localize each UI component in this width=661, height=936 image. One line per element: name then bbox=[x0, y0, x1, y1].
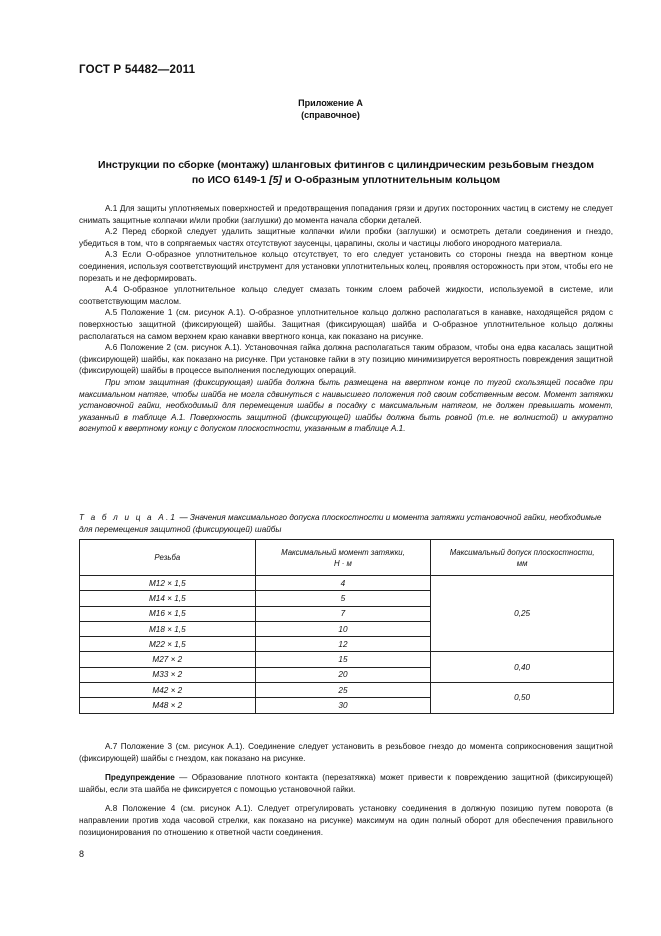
cell-torque: 4 bbox=[255, 576, 431, 591]
paragraph-warning bbox=[79, 772, 613, 795]
cell-tolerance: 0,50 bbox=[431, 683, 614, 714]
header-tolerance-line2: мм bbox=[516, 558, 528, 568]
table-row bbox=[80, 652, 614, 667]
warning-label: Предупреждение bbox=[105, 773, 175, 783]
paragraph-a7: А.7 Положение 3 (см. рисунок А.1). Соединение следует установить в резьбовое гнездо до момента соприкосновения защитной (фиксирующей) шайбы с гнездом, как показано на рисунке. bbox=[79, 742, 613, 763]
cell-torque: 10 bbox=[255, 621, 431, 636]
header-thread: Резьба bbox=[80, 540, 256, 576]
cell-thread: М27 × 2 bbox=[80, 652, 256, 667]
header-torque-line2: Н · м bbox=[334, 558, 352, 568]
cell-torque: 12 bbox=[255, 637, 431, 652]
table-caption-text: — Значения максимального допуска плоскостности и момента затяжки установочной гайки, необходимые для перемещения защитной (фиксирующей) шайбы bbox=[79, 513, 602, 534]
paragraph-a2: А.2 Перед сборкой следует удалить защитные колпачки и/или пробки (заглушки) и осмотреть детали соединения и гнездо, убедиться в том, что в сопрягаемых частях отсутствуют заусенцы, царапины, сколы и частицы любого инородного материала. bbox=[79, 227, 613, 248]
table-caption bbox=[79, 512, 613, 535]
page-number: 8 bbox=[79, 849, 85, 859]
cell-torque: 25 bbox=[255, 683, 431, 698]
appendix-title bbox=[79, 158, 613, 188]
appendix-type: (справочное) bbox=[301, 110, 360, 120]
instructions-block-1 bbox=[79, 203, 613, 435]
paragraph-a4: А.4 О-образное уплотнительное кольцо следует смазать тонким слоем рабочей жидкости, используемой в системе, или соответствующим маслом. bbox=[79, 285, 613, 306]
paragraph-italic-note: При этом защитная (фиксирующая) шайба должна быть размещена на ввертном конце по тугой скользящей посадке при максимальном натяге, чтобы шайба не могла сдвинуться с наивысшего положения под своим собственным весом. Момент затяжки установочной гайки, необходимый для перемещения шайбы в посадку с максимальным натягом, не должен превышать момент, указанный в таблице А.1. Поверхность защитной (фиксирующей) шайбы должна быть ровной (т.е. не волнистой) и аккуратно вогнутой к ввертному концу с допуском плоскостности, указанным в таблице А.1. bbox=[79, 377, 613, 434]
title-line-2-post: и О-образным уплотнительным кольцом bbox=[281, 174, 501, 186]
appendix-label: Приложение А bbox=[298, 98, 363, 108]
header-tolerance-line1: Максимальный допуск плоскостности, bbox=[449, 547, 595, 557]
torque-tolerance-table bbox=[79, 539, 614, 714]
cell-thread: М12 × 1,5 bbox=[80, 576, 256, 591]
header-torque bbox=[255, 540, 431, 576]
cell-thread: М42 × 2 bbox=[80, 683, 256, 698]
warning-text: — Образование плотного контакта (перезатяжка) может привести к повреждению защитной (фиксирующей) шайбы, если эта шайба не фиксируется с помощью установочной гайки. bbox=[79, 773, 613, 794]
instructions-block-2 bbox=[79, 741, 613, 846]
header-torque-line1: Максимальный момент затяжки, bbox=[281, 547, 405, 557]
paragraph-a1: А.1 Для защиты уплотняемых поверхностей и предотвращения попадания грязи и других посторонних частиц в систему не следует снимать защитные колпачки и/или пробки (заглушки) до момента начала сборки деталей. bbox=[79, 204, 613, 225]
cell-thread: М22 × 1,5 bbox=[80, 637, 256, 652]
cell-thread: М48 × 2 bbox=[80, 698, 256, 713]
table-row bbox=[80, 683, 614, 698]
cell-torque: 15 bbox=[255, 652, 431, 667]
paragraph-a6: А.6 Положение 2 (см. рисунок А.1). Установочная гайка должна располагаться таким образом, чтобы она едва касалась защитной (фиксирующей) шайбы, как показано на рисунке. При установке гайки в эту позицию минимизируется вероятность повреждения защитной (фиксирующей) шайбы в процессе выполнения последующих операций. bbox=[79, 343, 613, 376]
paragraph-a8: А.8 Положение 4 (см. рисунок А.1). Следует отрегулировать установку соединения в должную позицию путем поворота (в направлении против хода часовой стрелки, как показано на рисунке) максимум на один полный оборот для обеспечения правильного позиционирования по отношению к ответной части соединения. bbox=[79, 804, 613, 837]
cell-thread: М16 × 1,5 bbox=[80, 606, 256, 621]
cell-thread: М33 × 2 bbox=[80, 667, 256, 682]
paragraph-a5: А.5 Положение 1 (см. рисунок А.1). О-образное уплотнительное кольцо должно располагаться в канавке, находящейся рядом с поверхностью защитной (фиксирующей) шайбы. Защитная (фиксирующая) шайба и О-образное уплотнительное кольцо должны располагаться на самом верхнем краю канавки ввертного конца, как показано на рисунке. bbox=[79, 308, 613, 341]
cell-tolerance: 0,25 bbox=[431, 576, 614, 652]
cell-torque: 30 bbox=[255, 698, 431, 713]
paragraph-a3: А.3 Если О-образное уплотнительное кольцо отсутствует, то его следует установить со стороны гнезда на ввертном конце соединения, используя соответствующий инструмент для установки уплотнительных колец, проявляя осторожность при этом, чтобы его не порезать и не деформировать. bbox=[79, 250, 613, 283]
cell-torque: 5 bbox=[255, 591, 431, 606]
cell-tolerance: 0,40 bbox=[431, 652, 614, 683]
table-row bbox=[80, 576, 614, 591]
title-reference: [5] bbox=[269, 174, 282, 186]
header-tolerance bbox=[431, 540, 614, 576]
cell-torque: 20 bbox=[255, 667, 431, 682]
cell-thread: М18 × 1,5 bbox=[80, 621, 256, 636]
document-id: ГОСТ Р 54482—2011 bbox=[79, 64, 196, 76]
cell-thread: М14 × 1,5 bbox=[80, 591, 256, 606]
title-line-2 bbox=[79, 173, 613, 188]
title-line-2-pre: по ИСО 6149-1 bbox=[191, 174, 270, 186]
table-caption-label: Т а б л и ц а А.1 bbox=[79, 513, 178, 522]
title-line-1: Инструкции по сборке (монтажу) шланговых фитингов с цилиндрическим резьбовым гнездом bbox=[98, 159, 594, 171]
cell-torque: 7 bbox=[255, 606, 431, 621]
table-header-row bbox=[80, 540, 614, 576]
